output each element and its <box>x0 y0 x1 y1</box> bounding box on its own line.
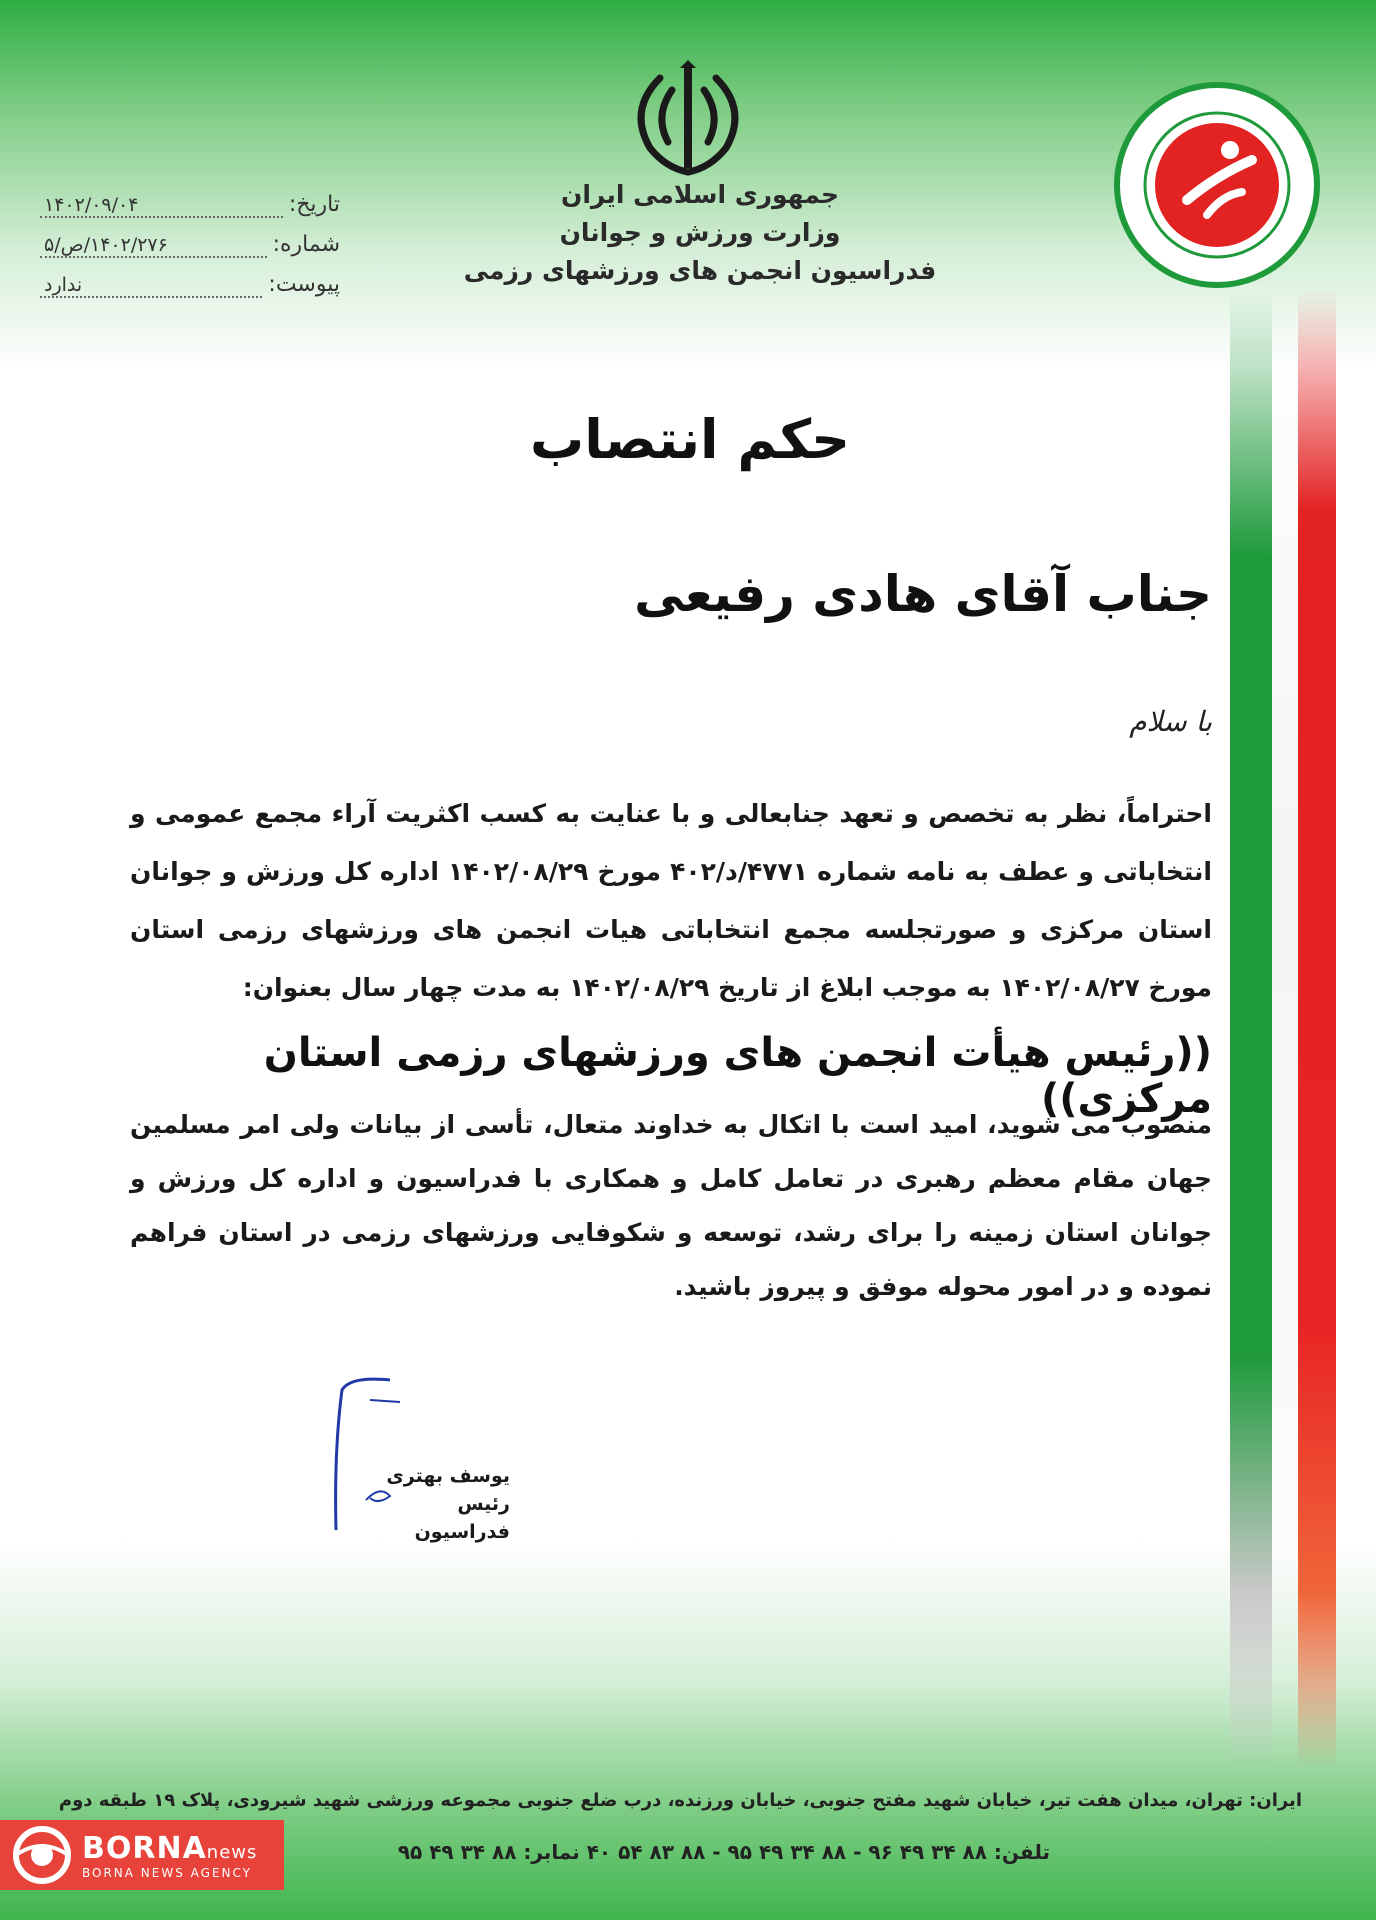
red-stripe <box>1298 290 1336 1770</box>
document-title: حکم انتصاب <box>529 408 851 471</box>
document-meta <box>40 192 340 312</box>
header-line-country: جمهوری اسلامی ایران <box>561 180 839 209</box>
borna-brand-name: BORNA <box>82 1830 207 1866</box>
green-stripe <box>1230 290 1272 1770</box>
date-row <box>40 192 340 232</box>
greeting: با سلام <box>1129 705 1212 738</box>
appointed-position: ((رئیس هیأت انجمن های ورزشهای رزمی استان مرکزی)) <box>263 1030 1212 1122</box>
signer-name: یوسف بهتری <box>386 1465 510 1487</box>
signer-block <box>360 1462 510 1546</box>
header-line-ministry: وزارت ورزش و جوانان <box>559 218 841 247</box>
date-label: تاریخ: <box>288 192 340 217</box>
borna-news-watermark <box>0 1820 284 1890</box>
footer-phone: تلفن: ۸۸ ۳۴ ۴۹ ۹۶ - ۸۸ ۳۴ ۴۹ ۹۵ - ۸۸ ۸۳ ۵۴ ۴۰ نمابر: ۸۸ ۳۴ ۴۹ ۹۵ <box>397 1840 1050 1864</box>
header-line-federation: فدراسیون انجمن های ورزشهای رزمی <box>463 256 937 285</box>
number-value: ۱۴۰۲/۲۷۶/ص/۵ <box>40 234 267 258</box>
borna-brand <box>82 1831 257 1866</box>
date-value: ۱۴۰۲/۰۹/۰۴ <box>40 194 283 218</box>
borna-brand-suffix: news <box>206 1841 258 1863</box>
footer-address: ایران: تهران، میدان هفت تیر، خیابان شهید مفتح جنوبی، خیابان ورزنده، درب ضلع جنوبی مجموعه ورزشی شهید شیرودی، پلاک ۱۹ طبقه دوم <box>58 1790 1302 1811</box>
borna-text <box>82 1831 257 1880</box>
number-row <box>40 232 340 272</box>
attachment-value: ندارد <box>40 274 262 298</box>
signer-role: رئیس فدراسیون <box>414 1493 510 1543</box>
recipient-name: جناب آقای هادی رفیعی <box>634 565 1212 623</box>
header-text <box>450 176 950 290</box>
borna-logo-icon <box>10 1823 74 1887</box>
borna-subtitle: BORNA NEWS AGENCY <box>82 1865 253 1880</box>
number-label: شماره: <box>272 232 340 257</box>
white-stripe <box>1272 290 1298 1770</box>
attachment-label: پیوست: <box>268 272 340 297</box>
body-paragraph-1: احتراماً، نظر به تخصص و تعهد جنابعالی و با عنایت به کسب اکثریت آراء مجمع عمومی و انتخاباتی و عطف به نامه شماره ۴۷۷۱/د/۴۰۲ مورخ ۱۴۰۲/۰۸/۲۹ اداره کل ورزش و جوانان استان مرکزی و صورتجلسه مجمع انتخاباتی هیات انجمن های ورزشهای رزمی استان مورخ ۱۴۰۲/۰۸/۲۷ به موجب ابلاغ از تاریخ ۱۴۰۲/۰۸/۲۹ به مدت چهار سال بعنوان: <box>130 799 1212 1002</box>
iran-emblem-icon <box>620 60 756 180</box>
body-paragraph-2: منصوب می شوید، امید است با اتکال به خداوند متعال، تأسی از بیانات ولی امر مسلمین جهان مقام معظم رهبری در تعامل کامل و همکاری با فدراسیون و اداره کل ورزش و جوانان استان زمینه را برای رشد، توسعه و شکوفایی ورزشهای رزمی در استان فراهم نموده و در امور محوله موفق و پیروز باشید. <box>130 1110 1212 1301</box>
attachment-row <box>40 272 340 312</box>
federation-logo-icon <box>1112 80 1322 290</box>
